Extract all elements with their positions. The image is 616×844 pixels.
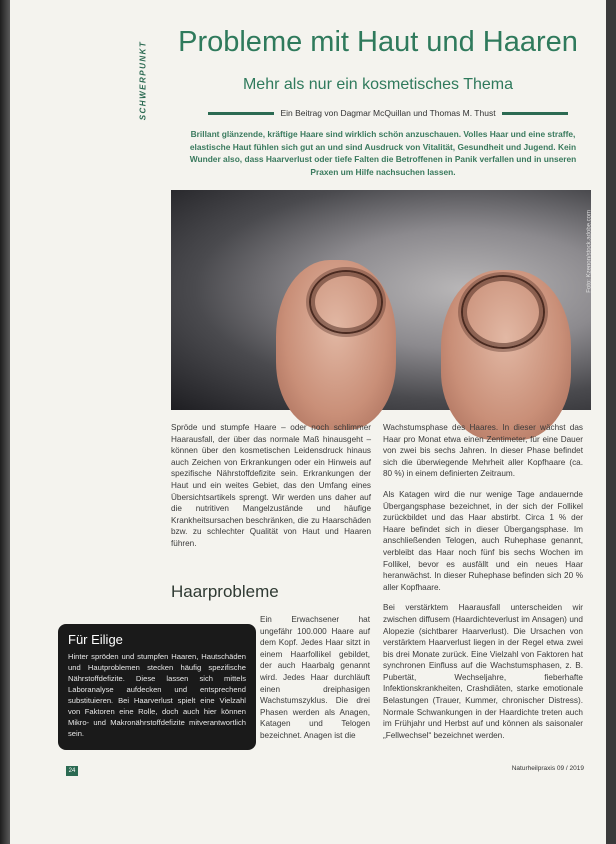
- body-paragraph: Bei verstärktem Haarausfall unterscheiden wir zwischen diffusem (Haardichteverlust im Ansagen) und Alopezie (sichtbarer Haarverlust). Die Ursachen von verstärktem Haarverlust liegen in der Regel etwa zwei bis drei Monate zurück. Eine Vielzahl von Faktoren hat synchronen Einfluss auf die Wachstumsphasen, z. B. Pubertät, Wechseljahre, fieberhafte Infektionskrankheiten, Crashdiäten, starke emotionale Belastungen (Trauer, Kummer, chronischer Distress). Normale Schwankungen in der Haardichte treten auch im Frühjahr und Herbst auf und können als saisonaler „Fellwechsel“ bezeichnet werden.: [383, 603, 583, 740]
- heading-haarprobleme: Haarprobleme: [171, 582, 279, 601]
- section-label-text: SCHWERPUNKT: [138, 40, 148, 120]
- info-box-text: Hinter spröden und stumpfen Haaren, Hautschäden und Hautproblemen stecken häufig spezifische Nährstoffdefizite. Diese lassen sich mittels Laboranalyse aufdecken und entsprechend substituieren. Bei Haarverlust spielt eine Vielzahl von Faktoren eine Rolle, doch auch hier können Mikro- und Makronährstoffdefizite mitverantwortlich sein.: [68, 652, 246, 738]
- byline-rule-left: [208, 112, 274, 115]
- hero-photo: [171, 190, 591, 410]
- byline-rule-right: [502, 112, 568, 115]
- column-left-top: [171, 422, 371, 559]
- section-label: [136, 20, 150, 140]
- body-paragraph: Als Katagen wird die nur wenige Tage andauernde Übergangsphase bezeichnet, in der sich der Follikel zurückbildet und das Haar abstirbt. Circa 1 % der Haare befindet sich in dieser Übergangsphase. Im anschließenden Telogen, auch Ruhephase genannt, verbleibt das Haar noch fünf bis sechs Wochen im Follikel, bevor es ausfällt und ein neues Haar heranwächst. In dieser Ruhephase befinden sich 20 % aller Kopfhaare.: [383, 489, 583, 592]
- byline: [208, 108, 568, 118]
- byline-text: Ein Beitrag von Dagmar McQuillan und Thomas M. Thust: [280, 108, 496, 118]
- page-binding-shadow: [0, 0, 10, 844]
- magazine-page: [8, 0, 606, 844]
- hair-clump-left: [309, 270, 383, 334]
- body-paragraph: Spröde und stumpfe Haare – oder noch schlimmer Haarausfall, der über das normale Maß hinausgeht – können über den kosmetischen Leidensdruck hinaus auch Zeichen von Erkrankungen oder ein Hinweis auf spezifische Nährstoffdefizite sein. Erkrankungen der Haut und ein weites Gebiet, das den Umfang eines Übersichtsartikels sprengt. Wir werden uns daher auf die nutritiven Mangelzustände und häufige Krankheitsursachen beschränken, die zu Haarschäden bzw. zu schlechter Qualität von Haut und Haaren führen.: [171, 423, 371, 548]
- body-paragraph: Wachstumsphase des Haares. In dieser wächst das Haar pro Monat etwa einen Zentimeter, für eine Dauer von zwei bis sechs Jahren. In dieser Phase befindet sich die überwiegende Mehrheit aller Kopfhaare (ca. 80 %) in einem definierten Zeitraum.: [383, 423, 583, 479]
- column-right: [383, 422, 583, 750]
- column-middle: [260, 614, 370, 751]
- info-box-fuer-eilige: [58, 624, 256, 750]
- photo-credit: Foto: Kzenon/stock.adobe.com: [587, 210, 593, 293]
- article-subtitle: Mehr als nur ein kosmetisches Thema: [242, 76, 514, 93]
- hair-clump-right: [461, 275, 545, 349]
- article-title: Probleme mit Haut und Haaren: [178, 26, 578, 58]
- journal-footer: Naturheilpraxis 09 / 2019: [511, 765, 584, 772]
- page-number: 24: [66, 766, 78, 776]
- body-paragraph: Ein Erwachsener hat ungefähr 100.000 Haare auf dem Kopf. Jedes Haar sitzt in einem Haarfollikel gebildet, der auch Haarbalg genannt wird. Jedes Haar durchläuft einen dreiphasigen Wachstumszyklus. Die drei Phasen werden als Anagen, Katagen und Telogen bezeichnet. Anagen ist die: [260, 615, 370, 740]
- lead-paragraph: Brillant glänzende, kräftige Haare sind wirklich schön anzuschauen. Volles Haar und eine straffe, elastische Haut fühlen sich gut an und sind Ausdruck von Vitalität, Gesundheit und Jugend. Kein Wunder also, dass Haarverlust oder tiefe Falten die Betroffenen in Panik verfallen und in unseren Praxen um Hilfe nachsuchen lassen.: [189, 129, 577, 177]
- info-box-title: Für Eilige: [68, 632, 123, 647]
